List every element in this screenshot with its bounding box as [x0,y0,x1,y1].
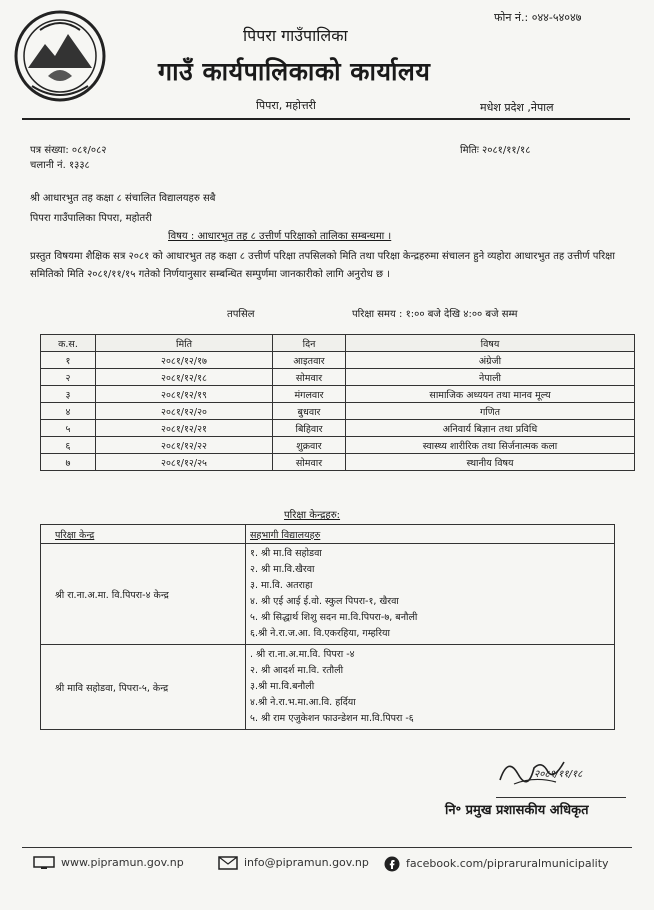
signatory-title: नि॰ प्रमुख प्रशासकीय अधिकृत [445,803,589,818]
exam-schedule-table [40,334,635,471]
date-cell: २०८१/१२/२५ [96,454,273,471]
day-cell: मंगलवार [273,386,346,403]
list-item: ३.श्री मा.वि.बनौली [250,681,315,692]
subject-cell: सामाजिक अध्ययन तथा मानव मूल्य [346,386,635,403]
footer-email[interactable] [218,856,369,870]
list-item: १. श्री मा.वि सहोडवा [250,548,322,559]
list-item: ५. श्री सिद्धार्थ शिशु सदन मा.वि.पिपरा-७, बनौली [250,612,418,623]
signature-line [496,797,626,798]
subject-cell: गणित [346,403,635,420]
date-cell: २०८१/१२/१९ [96,386,273,403]
day-cell: सोमवार [273,454,346,471]
footer-website[interactable] [33,856,184,870]
date-cell: २०८१/१२/१८ [96,369,273,386]
letter-body: प्रस्तुत विषयमा शैक्षिक सत्र २०८१ को आधारभुत तह कक्षा ८ उत्तीर्ण परिक्षा तपसिलको मिति तथा परिक्षा केन्द्रहरुमा संचालन हुने व्यहोरा आधारभुत तह उत्तीर्ण परिक्षा समितिको मिति २०८१/११/१५ गतेको निर्णयानुसार सम्बन्धित सम्पुर्णमा जानकारीको लागि अनुरोध छ । [30,251,615,280]
date-cell: २०८१/१२/२१ [96,420,273,437]
table-row [41,454,635,471]
recipient-line-1: श्री आधारभुत तह कक्षा ८ संचालित विद्यालयहरु सबै [30,193,216,204]
website-link[interactable]: www.pipramun.gov.np [61,856,184,869]
monitor-icon [33,856,55,870]
list-item: २. श्री आदर्श मा.वि. रतौली [250,665,344,676]
phone-number: फोन नं.: ०४४-५४०४७ [494,11,582,24]
serial-cell: ३ [41,386,96,403]
serial-cell: ४ [41,403,96,420]
center-cell: श्री मावि सहोडवा, पिपरा-५, केन्द्र [41,645,246,730]
table-header-row [41,335,635,352]
subject-cell: अंग्रेजी [346,352,635,369]
office-address: पिपरा, महोत्तरी [256,99,316,112]
column-header: दिन [273,335,346,352]
column-header: परिक्षा केन्द्र [41,525,246,544]
facebook-link[interactable]: facebook.com/pipraruralmunicipality [406,857,609,870]
list-item: ४.श्री ने.रा.भ.मा.आ.वि. हर्दिया [250,697,356,708]
list-item: २. श्री मा.वि.खैरवा [250,564,315,575]
recipient-line-2: पिपरा गाउँपालिका पिपरा, महोतरी [30,213,152,224]
column-header: मिति [96,335,273,352]
signature-number: २०८१/११/१८ [534,769,583,780]
list-item: ३. मा.वि. अतराहा [250,580,313,591]
header-divider [22,118,630,120]
day-cell: बुधवार [273,403,346,420]
table-header-row [41,525,615,544]
day-cell: सोमवार [273,369,346,386]
envelope-icon [218,856,238,870]
subject-cell: स्थानीय विषय [346,454,635,471]
facebook-icon [384,856,400,872]
email-link[interactable]: info@pipramun.gov.np [244,856,369,869]
list-item: ५. श्री राम एजुकेशन फाउन्डेशन मा.वि.पिपरा -६ [250,713,414,724]
table-row [41,352,635,369]
list-item: ६.श्री ने.रा.ज.आ. वि.एकरहिया, गम्हरिया [250,628,390,639]
dispatch-number: चलानी नं. १३३८ [30,160,90,171]
list-item: . श्री रा.ना.अ.मा.वि. पिपरा -४ [250,649,355,660]
table-row [41,544,615,645]
ref-number: पत्र संख्या: ०८१/०८२ [30,145,107,156]
exam-time: परिक्षा समय : १:०० बजे देखि ४:०० बजे सम्म [352,309,518,320]
exam-centers-title: परिक्षा केन्द्रहरु: [284,510,341,521]
day-cell: आइतवार [273,352,346,369]
municipality-name: पिपरा गाउँपालिका [243,26,348,45]
date-cell: २०८१/१२/२२ [96,437,273,454]
date-cell: २०८१/१२/२० [96,403,273,420]
column-header: सहभागी विद्यालयहरु [246,525,615,544]
table-row [41,437,635,454]
table-row [41,403,635,420]
serial-cell: १ [41,352,96,369]
day-cell: शुक्रवार [273,437,346,454]
serial-cell: ५ [41,420,96,437]
footer-facebook[interactable] [384,856,609,872]
exam-centers-table [40,524,615,730]
footer-divider [22,847,632,848]
serial-cell: ६ [41,437,96,454]
subject-cell: अनिवार्य बिज्ञान तथा प्रविधि [346,420,635,437]
center-cell: श्री रा.ना.अ.मा. वि.पिपरा-४ केन्द्र [41,544,246,645]
province-label: मधेश प्रदेश ,नेपाल [480,101,554,114]
serial-cell: ७ [41,454,96,471]
column-header: क.स. [41,335,96,352]
schools-cell [246,645,615,730]
day-cell: बिहिवार [273,420,346,437]
subject-cell: नेपाली [346,369,635,386]
letter-date: मितिः २०८१/११/१८ [460,145,531,156]
column-header: विषय [346,335,635,352]
office-title: गाउँ कार्यपालिकाको कार्यालय [158,57,431,86]
date-cell: २०८१/१२/१७ [96,352,273,369]
schools-cell [246,544,615,645]
subject-cell: स्वास्थ्य शारीरिक तथा सिर्जनात्मक कला [346,437,635,454]
nepal-emblem-icon [10,6,110,106]
letter-subject: विषय : आधारभुत तह ८ उत्तीर्ण परिक्षाको तालिका सम्बन्धमा । [168,231,392,242]
table-row [41,420,635,437]
table-row [41,369,635,386]
table-row [41,645,615,730]
serial-cell: २ [41,369,96,386]
list-item: ४. श्री एई आई ई.वो. स्कुल पिपरा-१, खैरवा [250,596,399,607]
table-row [41,386,635,403]
details-label: तपसिल [227,309,255,320]
